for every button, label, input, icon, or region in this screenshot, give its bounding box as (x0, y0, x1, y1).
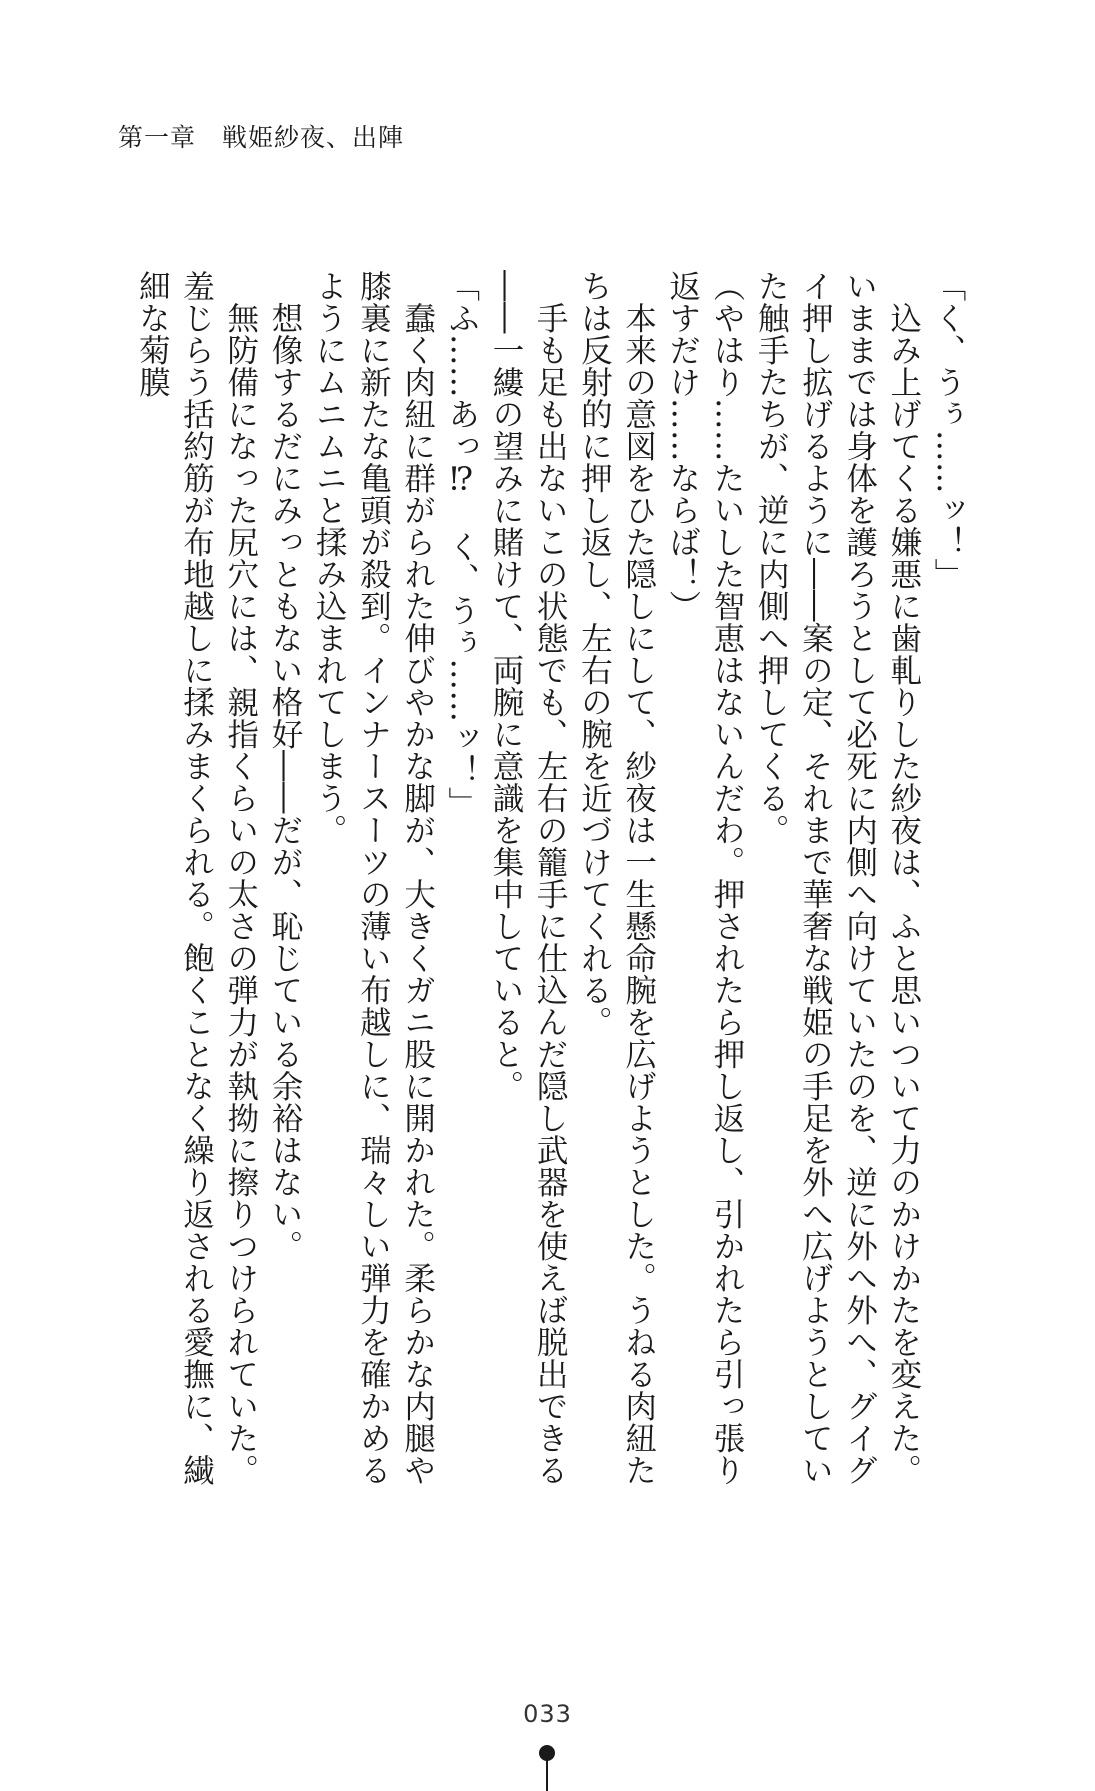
paragraph: 無防備になった尻穴には、親指くらいの太さの弾力が執拗に擦りつけられていた。羞じらう括約筋が布地越しに揉みまくられる。飽くことなく繰り返される愛撫に、繊細な菊膜 (134, 270, 259, 1486)
paragraph: 込み上げてくる嫌悪に歯軋りした紗夜は、ふと思いついて力のかけかたを変えた。いままでは身体を護ろうとして必死に内側へ向けていたのを、逆に外へ外へ、グイグイ押し拡げるように――案の定、それまで華奢な戦姫の手足を外へ広げようとしていた触手たちが、逆に内側へ押してくる。 (753, 270, 922, 1486)
paragraph: （やはり……たいした智恵はないんだわ。押されたら押し返し、引かれたら引っ張り返すだけ……ならば！） (664, 270, 745, 1486)
paragraph: 「ふ……あっ⁉ く、うぅ……ッ！」 (443, 270, 480, 819)
page-number: 033 (523, 1700, 572, 1728)
page-marker-line (546, 1758, 548, 1791)
paragraph: 本来の意図をひた隠しにして、紗夜は一生懸命腕を広げようとした。うねる肉紐たちは反射的に押し返し、左右の腕を近づけてくれる。 (576, 270, 657, 1486)
chapter-header: 第一章 戦姫紗夜、出陣 (118, 123, 405, 152)
vertical-text-body (120, 270, 970, 1500)
paragraph: 想像するだにみっともない格好――だが、恥じている余裕はない。 (266, 301, 303, 1262)
paragraph: 蠢く肉紐に群がられた伸びやかな脚が、大きくガニ股に開かれた。柔らかな内腿や膝裏に新たな亀頭が殺到。インナースーツの薄い布越しに、瑞々しい弾力を確かめるようにムニムニと揉み込まれてしまう。 (311, 270, 436, 1486)
paragraph: 手も足も出ないこの状態でも、左右の籠手に仕込んだ隠し武器を使えば脱出できる――一縷の望みに賭けて、両腕に意識を集中していると。 (487, 270, 569, 1486)
paragraph: 「く、うぅ……ッ！」 (930, 270, 966, 590)
